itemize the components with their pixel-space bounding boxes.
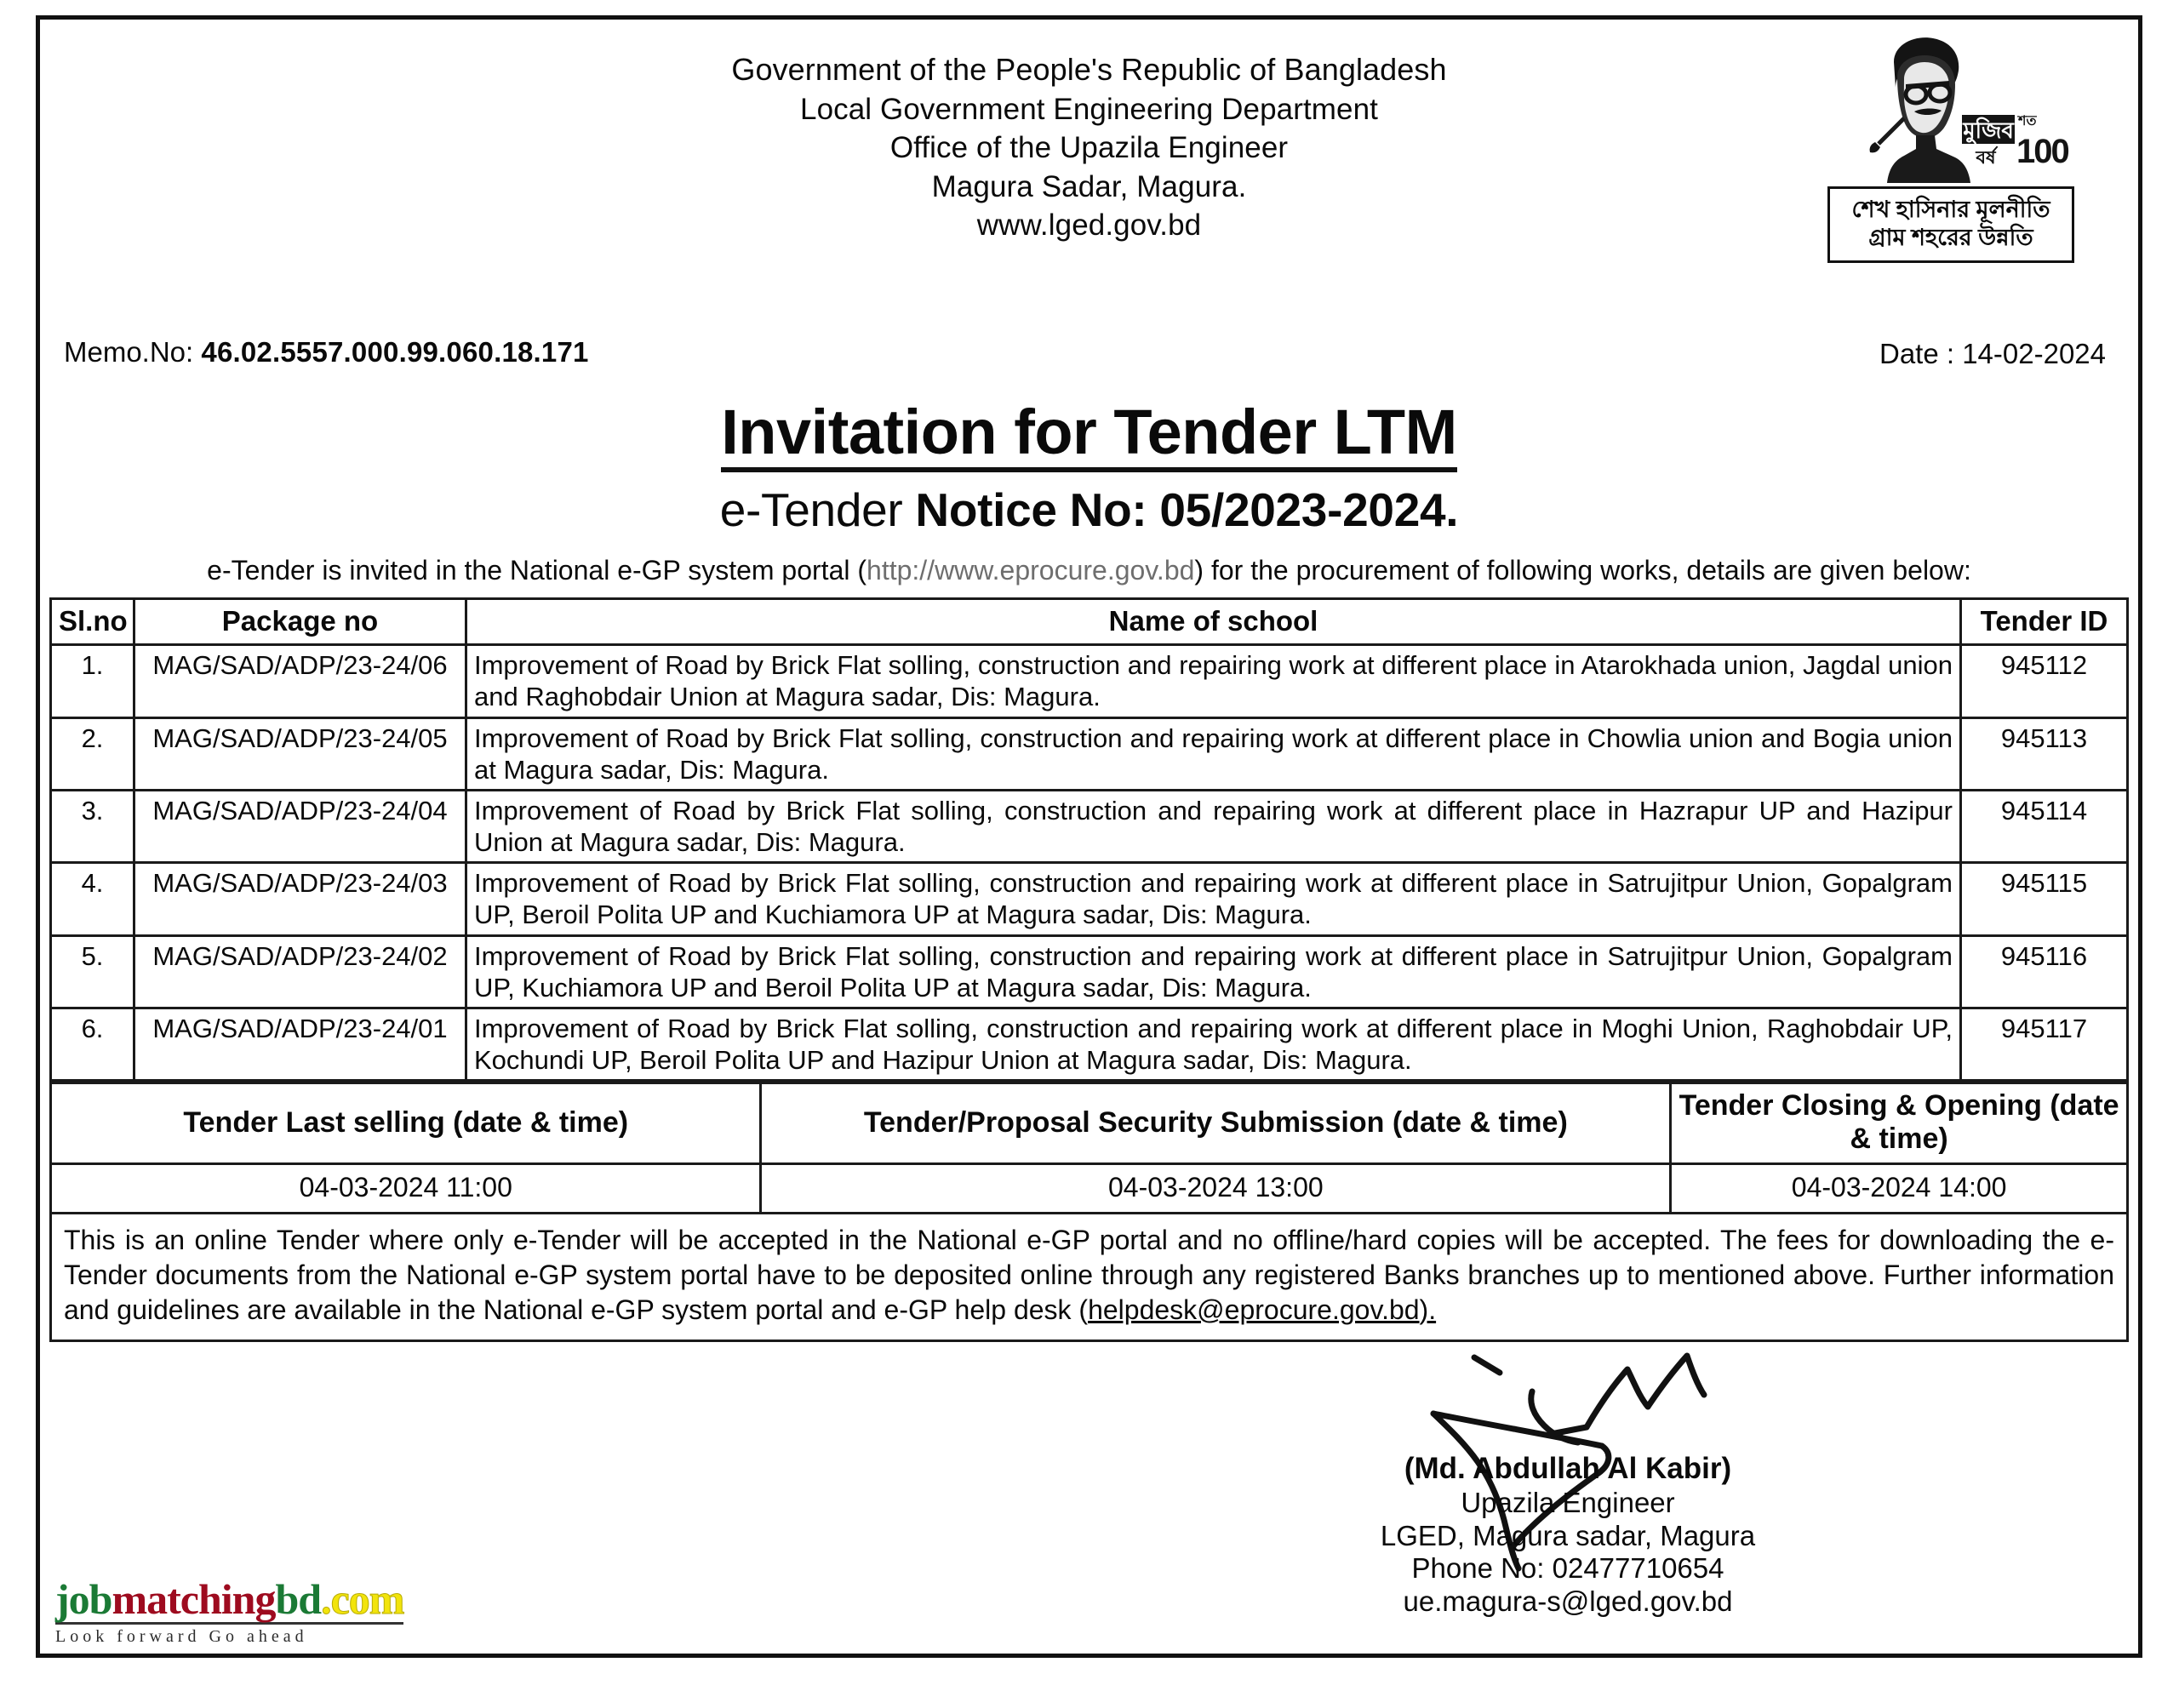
- letterhead-line-2: Local Government Engineering Department: [800, 92, 1378, 126]
- cell-tenderid: 945114: [1961, 790, 2128, 862]
- cell-slno: 2.: [51, 717, 134, 790]
- notice-number: Notice No: 05/2023-2024.: [915, 483, 1459, 537]
- cell-package: MAG/SAD/ADP/23-24/01: [134, 1008, 466, 1081]
- watermark-part-bd: bd: [275, 1575, 322, 1623]
- cell-package: MAG/SAD/ADP/23-24/05: [134, 717, 466, 790]
- emblem-block: [1810, 30, 2091, 263]
- cell-tenderid: 945112: [1961, 645, 2128, 717]
- slogan-line-2: গ্রাম শহরের উন্নতি: [1868, 224, 2033, 250]
- cell-name: Improvement of Road by Brick Flat solling, construction and repairing work at different place in Atarokhada union, Jagdal union and Raghobdair Union at Magura sadar, Dis: Magura.: [466, 645, 1961, 717]
- table-row: [51, 717, 2128, 790]
- cell-package: MAG/SAD/ADP/23-24/06: [134, 645, 466, 717]
- signatory-details: [1330, 1451, 1806, 1619]
- signatory-phone: Phone No: 02477710654: [1411, 1552, 1724, 1585]
- cell-name: Improvement of Road by Brick Flat solling, construction and repairing work at different place in Satrujitpur Union, Gopalgram UP, Kuchiamora UP and Beroil Polita UP at Magura sadar, Dis: Magura.: [466, 935, 1961, 1008]
- svg-text:শত: শত: [2018, 114, 2037, 129]
- svg-text:বর্ষ: বর্ষ: [1976, 148, 1996, 168]
- cell-package: MAG/SAD/ADP/23-24/02: [134, 935, 466, 1008]
- cell-name: Improvement of Road by Brick Flat solling, construction and repairing work at different place in Satrujitpur Union, Gopalgram UP, Beroil Polita UP and Kuchiamora UP at Magura sadar, Dis: Magura.: [466, 863, 1961, 935]
- schedule-value-security: 04-03-2024 13:00: [761, 1164, 1671, 1214]
- schedule-value-row: [51, 1164, 2128, 1214]
- tender-packages-table: [49, 597, 2129, 1082]
- eprocure-url[interactable]: http://www.eprocure.gov.bd: [866, 555, 1195, 586]
- table-row: [51, 645, 2128, 717]
- intro-text-after: ) for the procurement of following works, details are given below:: [1194, 555, 1971, 586]
- notice-number-line: [40, 483, 2138, 537]
- table-row: [51, 863, 2128, 935]
- cell-package: MAG/SAD/ADP/23-24/04: [134, 790, 466, 862]
- schedule-value-last-selling: 04-03-2024 11:00: [51, 1164, 761, 1214]
- memo-number: [64, 336, 589, 368]
- letterhead-line-1: Government of the People's Republic of Bangladesh: [731, 52, 1447, 87]
- jobmatchingbd-watermark[interactable]: [55, 1575, 464, 1647]
- memo-label: Memo.No:: [64, 336, 194, 368]
- note-text: This is an online Tender where only e-Tender will be accepted in the National e-GP portal and no offline/hard copies will be accepted. The fees for downloading the e-Tender documents from the National e-GP system portal have to be deposited online through any registered Banks branches up to mentioned above. Further information and guidelines are available in the National e-GP system portal and e-GP help desk (: [64, 1225, 2114, 1326]
- schedule-header-row: [51, 1083, 2128, 1164]
- watermark-part-job: job: [55, 1575, 112, 1623]
- cell-tenderid: 945115: [1961, 863, 2128, 935]
- schedule-table: [49, 1082, 2129, 1214]
- signatory-name: (Md. Abdullah Al Kabir): [1404, 1452, 1732, 1486]
- column-header-slno: Sl.no: [51, 598, 134, 645]
- cell-slno: 5.: [51, 935, 134, 1008]
- cell-name: Improvement of Road by Brick Flat solling, construction and repairing work at different place in Moghi Union, Raghobdair UP, Kochundi UP, Beroil Polita UP and Hazipur Union at Magura sadar, Dis: Magura.: [466, 1008, 1961, 1081]
- column-header-tenderid: Tender ID: [1961, 598, 2128, 645]
- mujib-borsho-logo-icon: [1827, 30, 2074, 183]
- table-row: [51, 1008, 2128, 1081]
- cell-slno: 3.: [51, 790, 134, 862]
- cell-slno: 1.: [51, 645, 134, 717]
- title-block: [40, 399, 2138, 535]
- schedule-header-closing: Tender Closing & Opening (date & time): [1671, 1083, 2128, 1164]
- signatory-designation: Upazila Engineer: [1461, 1486, 1675, 1518]
- slogan-line-1: শেখ হাসিনার মূলনীতি: [1851, 197, 2050, 222]
- cell-tenderid: 945113: [1961, 717, 2128, 790]
- cell-tenderid: 945116: [1961, 935, 2128, 1008]
- watermark-part-com: .com: [321, 1575, 404, 1623]
- helpdesk-email[interactable]: helpdesk@eprocure.gov.bd: [1088, 1294, 1420, 1326]
- column-header-name: Name of school: [466, 598, 1961, 645]
- table-row: [51, 790, 2128, 862]
- schedule-header-last-selling: Tender Last selling (date & time): [51, 1083, 761, 1164]
- watermark-part-matching: matching: [112, 1575, 276, 1623]
- cell-tenderid: 945117: [1961, 1008, 2128, 1081]
- schedule-value-closing: 04-03-2024 14:00: [1671, 1164, 2128, 1214]
- intro-text-before: e-Tender is invited in the National e-GP system portal (: [207, 555, 867, 586]
- svg-text:100: 100: [2016, 133, 2068, 170]
- cell-slno: 4.: [51, 863, 134, 935]
- note-text-end: ).: [1419, 1294, 1437, 1326]
- terms-note: [49, 1214, 2129, 1342]
- table-header-row: [51, 598, 2128, 645]
- notice-prefix: e-Tender: [719, 483, 916, 537]
- memo-value: 46.02.5557.000.99.060.18.171: [201, 336, 589, 368]
- watermark-wordmark: [55, 1575, 404, 1625]
- schedule-header-security: Tender/Proposal Security Submission (date & time): [761, 1083, 1671, 1164]
- watermark-tagline: Look forward Go ahead: [55, 1627, 308, 1646]
- intro-paragraph: [40, 554, 2138, 586]
- table-row: [51, 935, 2128, 1008]
- document-date: Date : 14-02-2024: [1879, 338, 2106, 369]
- letterhead: [40, 20, 2138, 336]
- signature-area: [40, 1342, 2138, 1708]
- letterhead-line-3: Office of the Upazila Engineer: [889, 131, 1289, 165]
- tender-notice-page: [36, 15, 2142, 1658]
- signatory-email[interactable]: ue.magura-s@lged.gov.bd: [1403, 1585, 1733, 1618]
- column-header-package: Package no: [134, 598, 466, 645]
- cell-name: Improvement of Road by Brick Flat solling, construction and repairing work at different place in Chowlia union and Bogia union at Magura sadar, Dis: Magura.: [466, 717, 1961, 790]
- slogan-box: [1827, 186, 2074, 263]
- letterhead-line-4: Magura Sadar, Magura.: [931, 169, 1247, 203]
- letterhead-website: www.lged.gov.bd: [976, 209, 1202, 243]
- cell-package: MAG/SAD/ADP/23-24/03: [134, 863, 466, 935]
- page-title: Invitation for Tender LTM: [721, 399, 1456, 472]
- signatory-office: LGED, Magura sadar, Magura: [1380, 1519, 1756, 1551]
- cell-name: Improvement of Road by Brick Flat solling, construction and repairing work at different place in Hazrapur UP and Hazipur Union at Magura sadar, Dis: Magura.: [466, 790, 1961, 862]
- cell-slno: 6.: [51, 1008, 134, 1081]
- memo-date-row: [40, 336, 2138, 389]
- svg-text:মুজিব: মুজিব: [1963, 117, 2014, 143]
